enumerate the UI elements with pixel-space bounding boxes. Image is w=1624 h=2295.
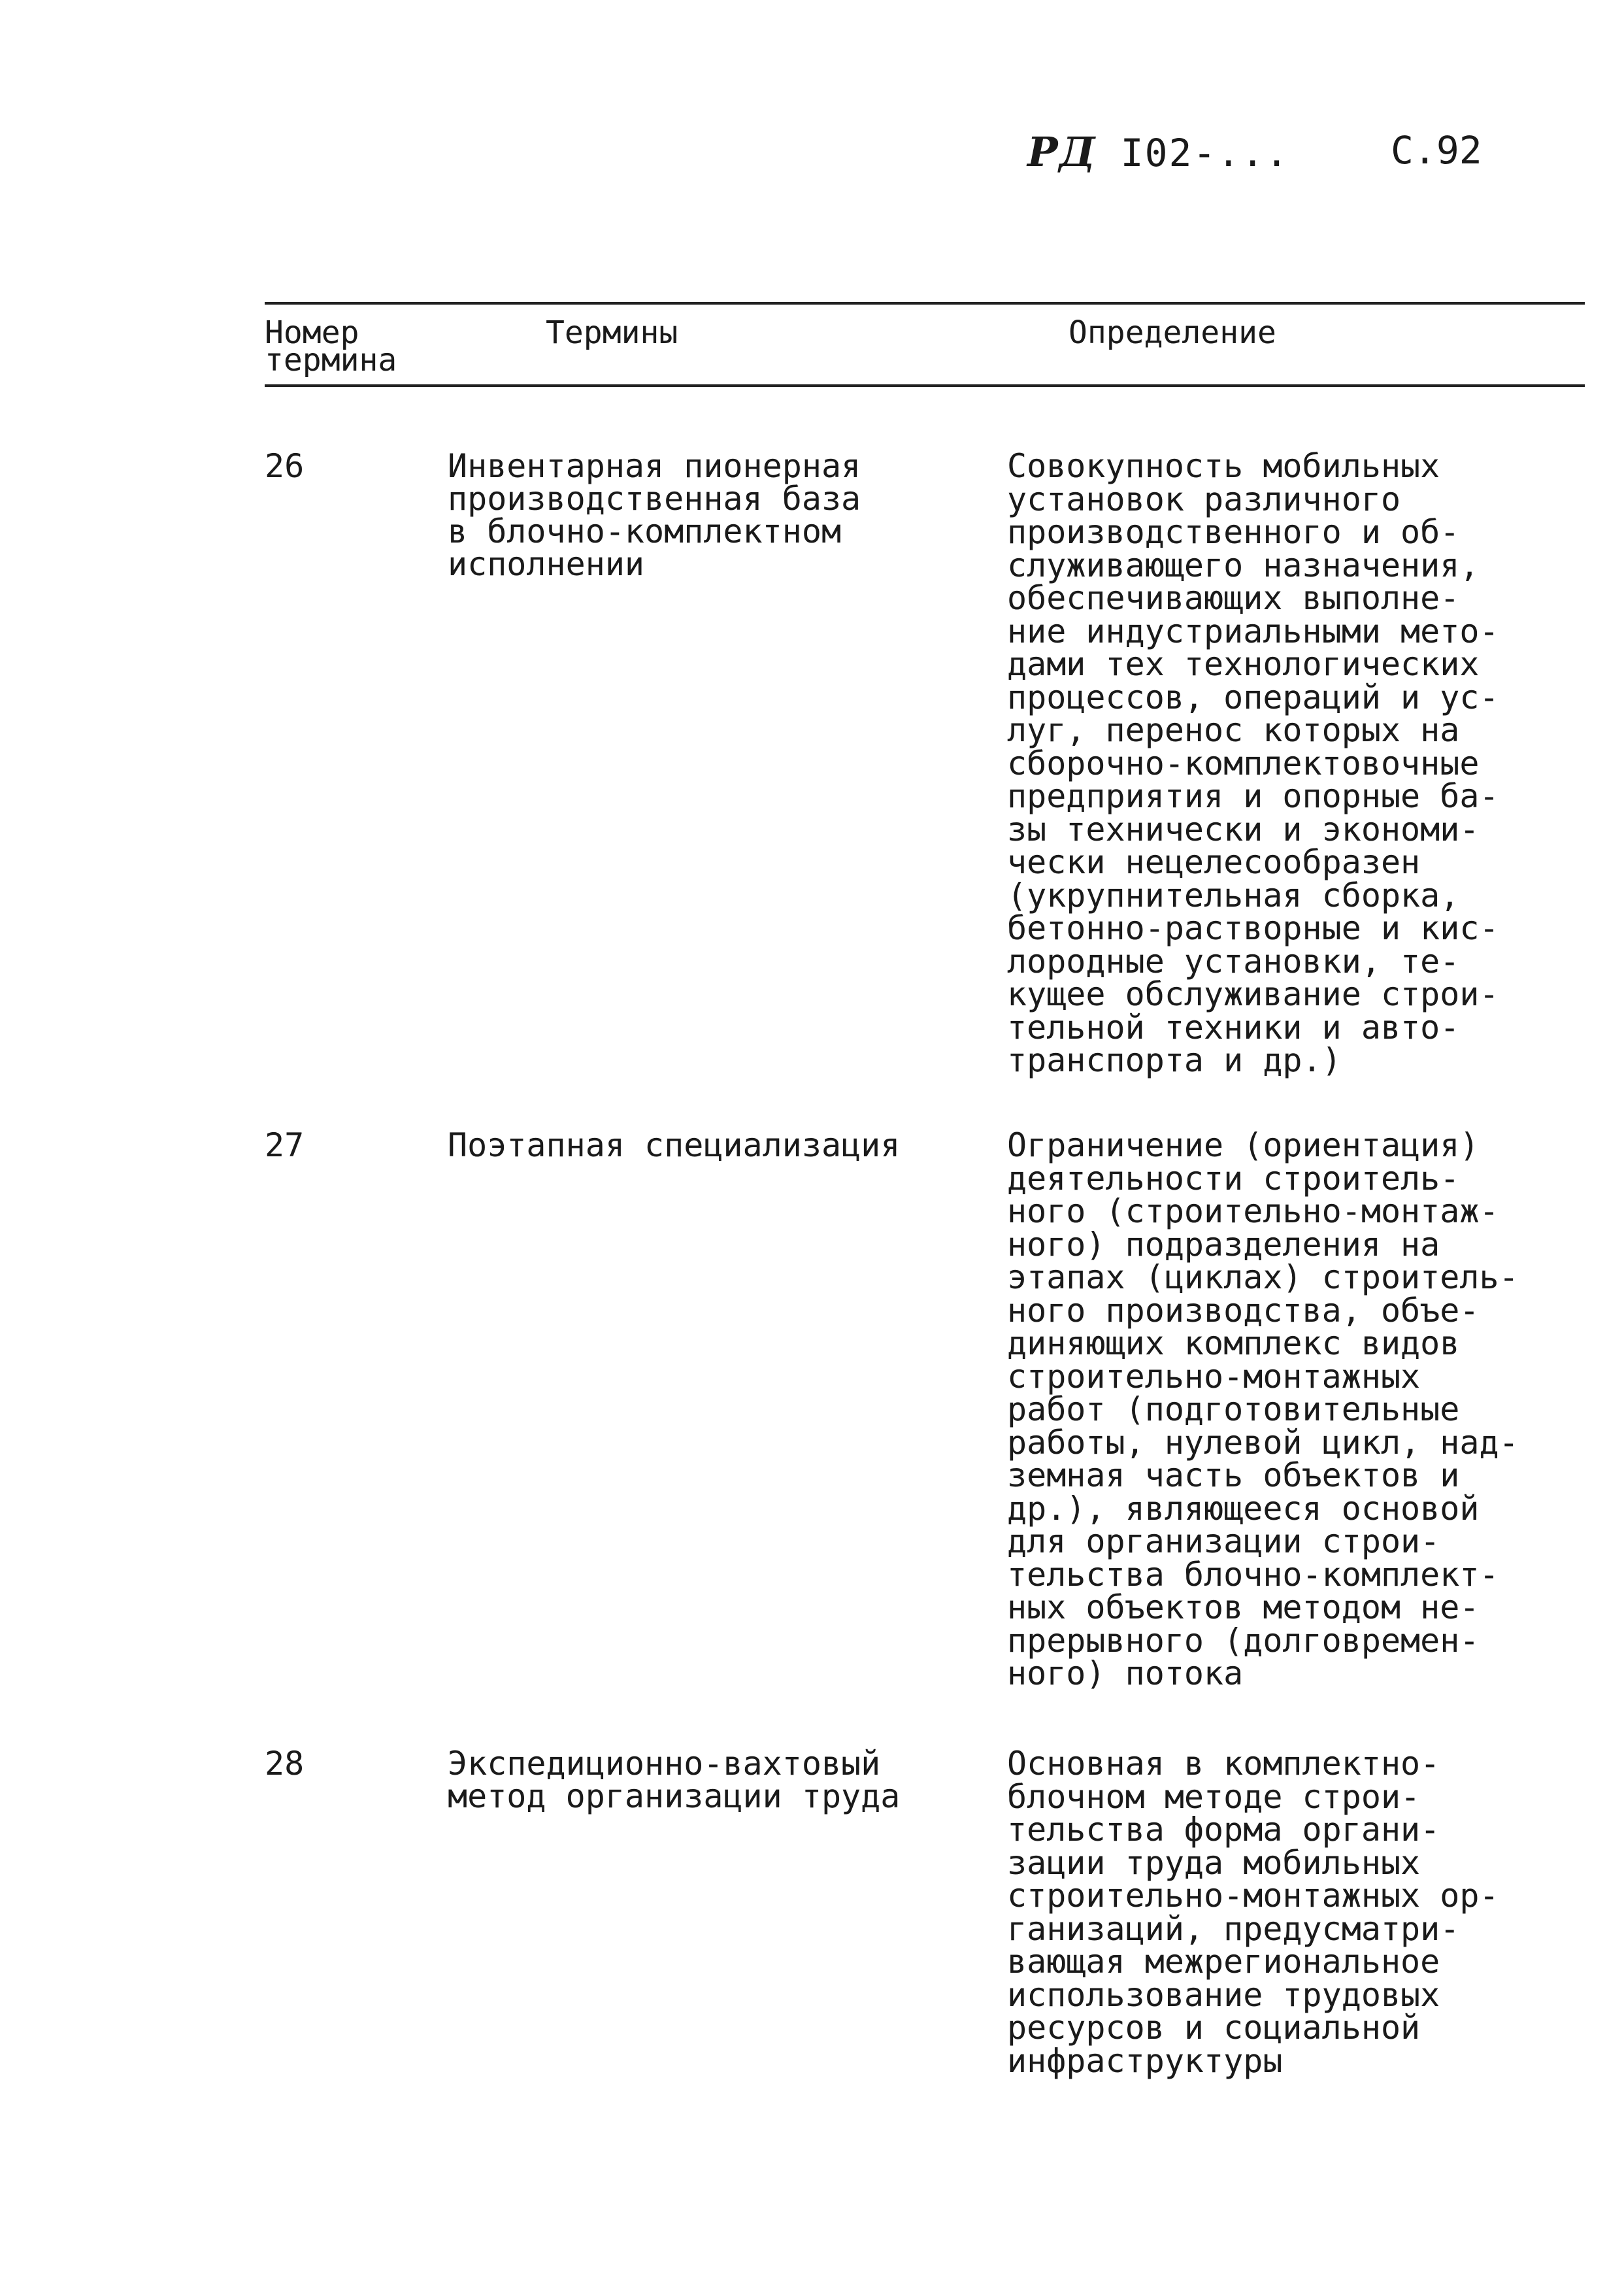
term-definition: Совокупность мобильных установок различного производственного и об- служивающего назначения, обеспечивающих выполне- ние индустриальными мето- дами тех технологических процессов, операций и ус- луг, перенос которых на сборочно-комплектовочные предприятия и опорные ба- зы технически и экономи- чески нецелесообразен (укрупнительная сборка, бетонно-растворные и кис- лородные установки, те- кущее обслуживание строи- тельной техники и авто- транспорта и др.) xyxy=(1007,447,1499,1079)
column-header-number-line2: термина xyxy=(265,342,397,378)
column-header-definition: Определение xyxy=(1069,314,1276,351)
term-definition: Основная в комплектно- блочном методе строи- тельства форма органи- зации труда мобильных строительно-монтажных ор- ганизаций, предусматри- вающая межрегиональное использование трудовых ресурсов и социальной инфраструктуры xyxy=(1007,1745,1499,2080)
term-number: 28 xyxy=(265,1745,305,1783)
document-prefix: РД xyxy=(1027,128,1097,176)
column-header-number xyxy=(265,314,397,378)
term-name: Инвентарная пионерная производственная база в блочно-комплектном исполнении xyxy=(448,447,861,583)
document-code xyxy=(1027,128,1289,176)
column-header-number-line1: Номер xyxy=(265,314,359,351)
term-definition: Ограничение (ориентация) деятельности строитель- ного (строительно-монтаж- ного) подразделения на этапах (циклах) строитель- ного производства, объе- диняющих комплекс видов строительно-монтажных работ (подготовительные работы, нулевой цикл, над- земная часть объектов и др.), являющееся основой для организации строи- тельства блочно-комплект- ных объектов методом не- прерывного (долговремен- ного) потока xyxy=(1007,1126,1519,1692)
table-top-rule xyxy=(265,302,1585,305)
column-header-terms: Термины xyxy=(546,314,678,351)
term-name: Экспедиционно-вахтовый метод организации труда xyxy=(448,1745,901,1815)
term-name: Поэтапная специализация xyxy=(448,1126,901,1164)
table-header xyxy=(265,307,1585,391)
page-header xyxy=(0,128,1624,187)
term-number: 26 xyxy=(265,447,305,485)
term-number: 27 xyxy=(265,1126,305,1164)
page-number: С.92 xyxy=(1391,128,1482,173)
document-number: I02-... xyxy=(1120,131,1290,175)
